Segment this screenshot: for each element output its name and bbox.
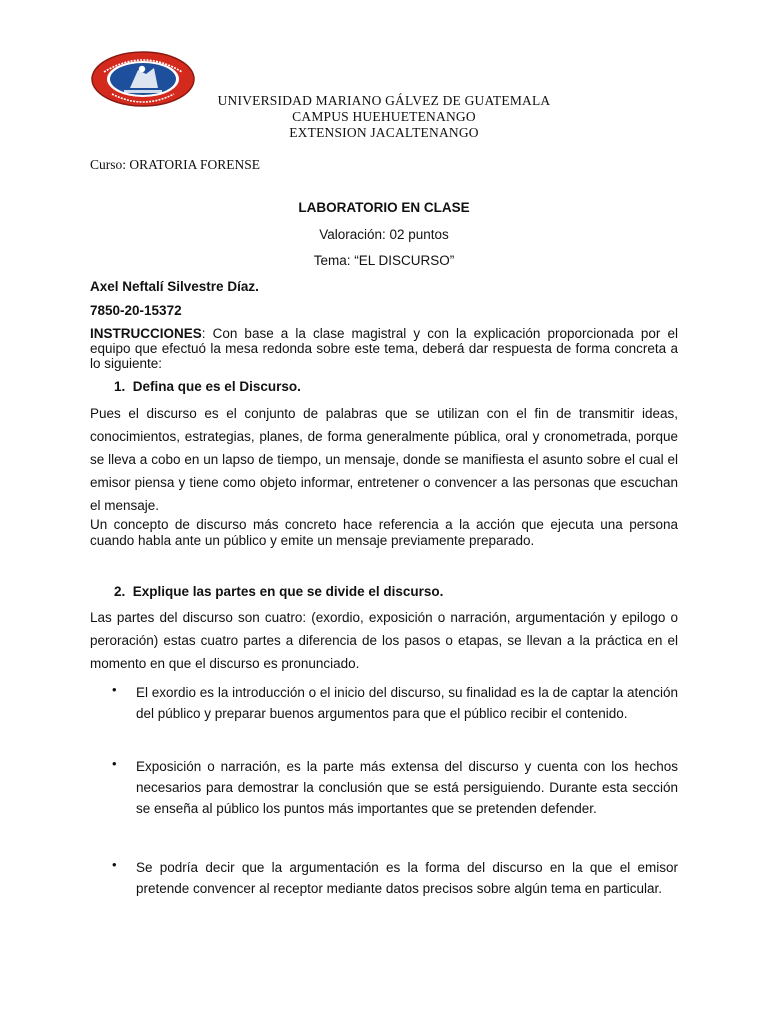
extension-name: EXTENSION JACALTENANGO <box>289 125 479 140</box>
answer-2-intro: Las partes del discurso son cuatro: (exordio, exposición o narración, argumentación y epilogo o peroración) estas cuatro partes a diferencia de los pasos o etapas, se llevan a la práctica en el momento en que el discurso es pronunciado. <box>90 610 678 671</box>
student-id: 7850-20-15372 <box>90 303 182 318</box>
campus-name: CAMPUS HUEHUETENANGO <box>292 109 476 124</box>
question-1-text: Defina que es el Discurso. <box>132 379 301 394</box>
student-name: Axel Neftalí Silvestre Díaz. <box>90 279 259 294</box>
score-line: Valoración: 02 puntos <box>319 227 449 242</box>
bullet-dot-icon: • <box>112 682 117 697</box>
question-2-text: Explique las partes en que se divide el discurso. <box>132 584 444 599</box>
course-line: Curso: ORATORIA FORENSE <box>90 157 261 172</box>
bullet-item: Se podría decir que la argumentación es la forma del discurso en la que el emisor pretende convencer al receptor mediante datos precisos sobre algún tema en particular. <box>136 860 678 896</box>
instructions-text: : Con base a la clase magistral y con la explicación proporcionada por el equipo que efectuó la mesa redonda sobre este tema, deberá dar respuesta de forma concreta a lo siguiente: <box>90 326 678 371</box>
question-2-number: 2. <box>114 584 126 599</box>
question-2 <box>114 584 443 599</box>
answer-1-paragraph-1: Pues el discurso es el conjunto de palabras que se utilizan con el fin de transmitir ideas, conocimientos, estrategias, planes, de forma generalmente pública, oral y cronometrada, porque se lleva a cobo en un lapso de tiempo, un mensaje, donde se manifiesta el asunto sobre el cual el emisor piensa y tiene como objeto informar, entretener o convencer a las personas que escuchan el mensaje. <box>90 406 678 513</box>
university-name: UNIVERSIDAD MARIANO GÁLVEZ DE GUATEMALA <box>217 93 551 108</box>
instructions-paragraph <box>90 326 678 371</box>
bullet-dot-icon: • <box>112 756 117 771</box>
question-1-number: 1. <box>114 379 126 394</box>
bullet-item: El exordio es la introducción o el inicio del discurso, su finalidad es la de captar la atención del público y preparar buenos argumentos para que el público recibir el contenido. <box>136 685 678 721</box>
bullet-dot-icon: • <box>112 857 117 872</box>
instructions-label: INSTRUCCIONES <box>90 326 202 341</box>
topic-line: Tema: “EL DISCURSO” <box>313 253 455 268</box>
answer-1-paragraph-2: Un concepto de discurso más concreto hace referencia a la acción que ejecuta una persona cuando habla ante un público y emite un mensaje previamente preparado. <box>90 517 678 548</box>
bullet-item: Exposición o narración, es la parte más extensa del discurso y cuenta con los hechos necesarios para demostrar la conclusión que se está persiguiendo. Durante esta sección se enseña al público los puntos más importantes que se pretenden defender. <box>136 759 678 816</box>
lab-title: LABORATORIO EN CLASE <box>298 200 470 215</box>
question-1 <box>114 379 301 394</box>
